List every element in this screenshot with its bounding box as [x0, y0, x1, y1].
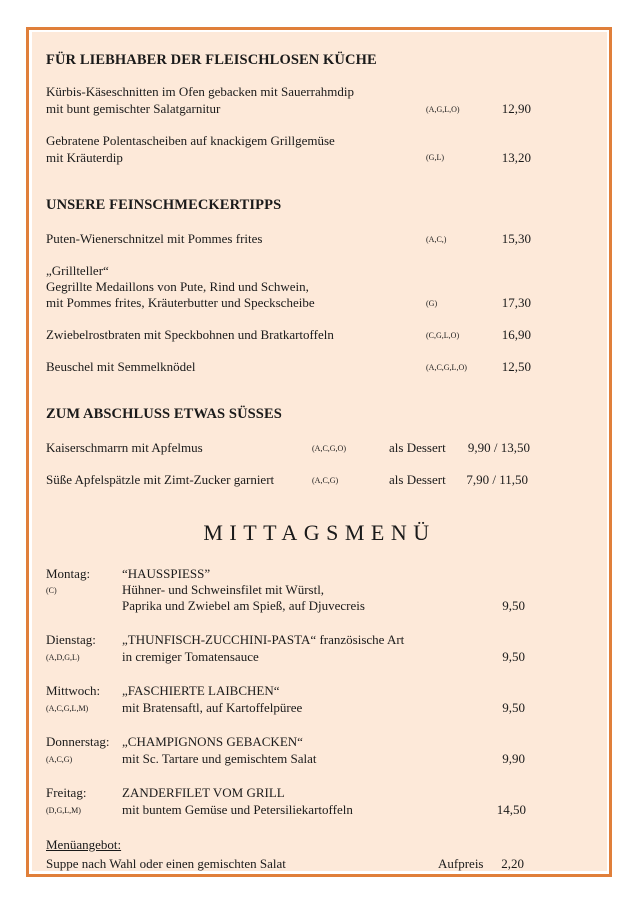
dish-name: „FASCHIERTE LAIBCHEN“ [122, 683, 280, 698]
day-label: Dienstag: [46, 632, 96, 647]
allergen-codes: (A,C,G) [46, 755, 73, 764]
dish-price: 9,90 [502, 751, 525, 766]
dish-price: 9,50 [502, 700, 525, 715]
offer-text: Suppe nach Wahl oder einen gemischten Salat [46, 856, 286, 871]
menu-item-name: Beuschel mit Semmelknödel [46, 359, 196, 374]
dish-description: mit buntem Gemüse und Petersiliekartoffeln [122, 802, 353, 817]
dish-description: Hühner- und Schweinsfilet mit Würstl, [122, 582, 325, 597]
menu-item-name: Zwiebelrostbraten mit Speckbohnen und Bratkartoffeln [46, 327, 334, 342]
dish-description: in cremiger Tomatensauce [122, 649, 259, 664]
dish-name: ZANDERFILET VOM GRILL [122, 785, 285, 800]
allergen-codes: (D,G,L,M) [46, 806, 81, 815]
section-title-gourmet: UNSERE FEINSCHMECKERTIPPS [46, 197, 282, 213]
menu-item-price: 16,90 [501, 327, 531, 342]
menu-item-name: Kürbis-Käseschnitten im Ofen gebacken mit Sauerrahmdip [46, 84, 354, 99]
menu-item-price: 13,20 [501, 150, 531, 165]
allergen-codes: (C,G,L,O) [426, 331, 460, 340]
menu-item-name: Süße Apfelspätzle mit Zimt-Zucker garniert [46, 472, 275, 487]
dish-description: mit Bratensaftl, auf Kartoffelpüree [122, 700, 303, 715]
menu-item-price: 12,50 [501, 359, 531, 374]
offer-heading: Menüangebot: [46, 837, 122, 852]
allergen-codes: (A,C,G) [312, 476, 339, 485]
day-label: Montag: [46, 566, 91, 581]
menu-item-price: 15,30 [501, 231, 531, 246]
menu-item-description: Gegrillte Medaillons von Pute, Rind und Schwein, [46, 279, 309, 294]
menu-item-description: mit bunt gemischter Salatgarnitur [46, 101, 221, 116]
dessert-label: als Dessert [389, 440, 446, 455]
menu-item-price: 9,90 / 13,50 [467, 440, 530, 455]
dish-name: „THUNFISCH-ZUCCHINI-PASTA“ französische Art [122, 632, 405, 647]
section-title-dessert: ZUM ABSCHLUSS ETWAS SÜSSES [46, 406, 282, 422]
menu-item-name: Gebratene Polentascheiben auf knackigem Grillgemüse [46, 133, 335, 148]
menu-item-description: mit Pommes frites, Kräuterbutter und Speckscheibe [46, 295, 315, 310]
menu-item-price: 7,90 / 11,50 [466, 472, 528, 487]
day-label: Donnerstag: [46, 734, 110, 749]
allergen-codes: (A,C,G,L,O) [426, 363, 467, 372]
menu-item-name: Puten-Wienerschnitzel mit Pommes frites [46, 231, 263, 246]
dish-price: 9,50 [502, 598, 525, 613]
allergen-codes: (G,L) [426, 153, 444, 162]
menu-item-name: Kaiserschmarrn mit Apfelmus [46, 440, 203, 455]
menu-item-price: 12,90 [501, 101, 531, 116]
dish-name: “HAUSSPIESS” [122, 566, 211, 581]
dessert-label: als Dessert [389, 472, 446, 487]
day-label: Freitag: [46, 785, 87, 800]
menu-page [32, 32, 607, 871]
section-title-vegetarian: FÜR LIEBHABER DER FLEISCHLOSEN KÜCHE [46, 52, 377, 68]
dish-price: 14,50 [496, 802, 526, 817]
allergen-codes: (A,G,L,O) [426, 105, 460, 114]
allergen-codes: (G) [426, 299, 438, 308]
offer-price: 2,20 [501, 856, 524, 871]
dish-name: „CHAMPIGNONS GEBACKEN“ [122, 734, 303, 749]
dish-description: mit Sc. Tartare und gemischtem Salat [122, 751, 317, 766]
day-label: Mittwoch: [46, 683, 101, 698]
menu-item-name: „Grillteller“ [46, 263, 109, 278]
allergen-codes: (A,C,G,L,M) [46, 704, 89, 713]
allergen-codes: (C) [46, 586, 57, 595]
lunch-menu-title: MITTAGSMENÜ [203, 520, 436, 545]
offer-label: Aufpreis [438, 856, 484, 871]
allergen-codes: (A,C,) [426, 235, 447, 244]
menu-item-price: 17,30 [501, 295, 531, 310]
dish-description: Paprika und Zwiebel am Spieß, auf Djuvecreis [122, 598, 365, 613]
allergen-codes: (A,D,G,L) [46, 653, 80, 662]
dish-price: 9,50 [502, 649, 525, 664]
menu-item-description: mit Kräuterdip [46, 150, 123, 165]
allergen-codes: (A,C,G,O) [312, 444, 346, 453]
